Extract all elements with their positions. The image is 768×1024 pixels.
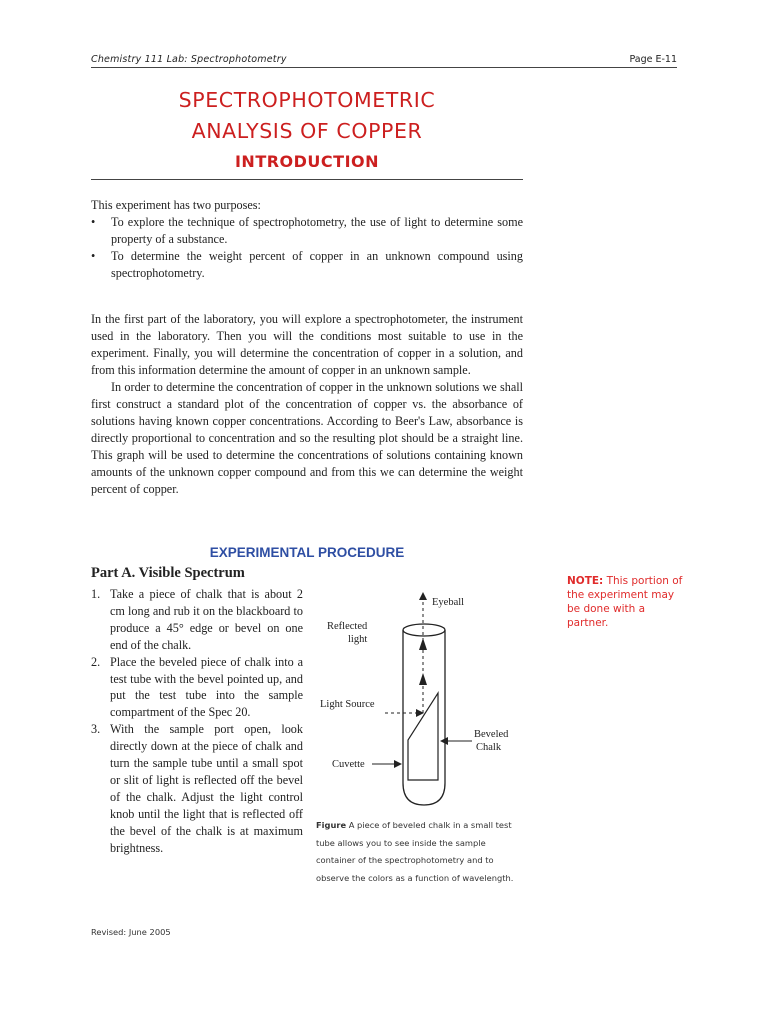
intro-purposes	[91, 197, 523, 282]
figure-caption	[316, 817, 526, 887]
section-heading-introduction: INTRODUCTION	[234, 152, 380, 171]
label-eyeball: Eyeball	[432, 597, 465, 608]
page-title-line2: ANALYSIS OF COPPER	[191, 119, 423, 143]
purpose-bullet: • To determine the weight percent of copper in an unknown compound using spectrophotometry.	[91, 248, 523, 282]
header-rule	[91, 67, 677, 68]
label-reflected: Reflected	[327, 621, 368, 632]
light-direction-arrow	[419, 673, 427, 685]
intro-paragraph-1: In the first part of the laboratory, you will explore a spectrophotometer, the instrument used in the laboratory. Then you will the conditions most suitable to use in the experiment. Finally, you will determine the concentration of copper in a solution, and from this information determine the amount of copper in an unknown sample.	[91, 312, 523, 377]
step-text: With the sample port open, look directly down at the piece of chalk and turn the sample tube until a small spot or slit of light is reflected off the bevel of the chalk. Adjust the light control knob until the light that is reflected off the bevel of the chalk is at maximum brightness.	[110, 722, 303, 855]
caption-label: Figure	[316, 820, 347, 830]
intro-body	[91, 311, 523, 498]
light-direction-arrow	[419, 638, 427, 650]
cuvette-figure	[300, 585, 540, 815]
page-number: Page E-11	[629, 54, 677, 65]
caption-text: A piece of beveled chalk in a small test tube allows you to see inside the sample container of the spectrophotometry and to observe the colors as a function of wavelength.	[316, 820, 514, 883]
procedure-step	[91, 586, 303, 654]
purpose-bullet: • To explore the technique of spectrophotometry, the use of light to determine some property of a substance.	[91, 214, 523, 248]
intro-rule	[91, 179, 523, 180]
step-number: 3.	[91, 722, 101, 737]
step-text: Place the beveled piece of chalk into a test tube with the bevel pointed up, and put the test tube into the sample compartment of the Spec 20.	[110, 654, 303, 720]
note-label: NOTE:	[567, 575, 604, 587]
label-chalk: Chalk	[476, 742, 502, 753]
procedure-step	[91, 721, 303, 856]
label-beveled: Beveled	[474, 729, 509, 740]
margin-note	[567, 574, 687, 630]
step-number: 1.	[91, 587, 101, 601]
intro-paragraph-2: In order to determine the concentration of copper in the unknown solutions we shall first construct a standard plot of the concentration of copper vs. the absorbance of solutions having known copper concentrations. According to Beer's Law, absorbance is directly proportional to concentration and so the resulting plot should be a straight line. This graph will be used to determine the concentrations of solutions containing known amounts of the unknown copper compound and from this we can determine the weight percent of copper.	[91, 380, 523, 496]
note-text: This portion of the experiment may be done with a partner.	[567, 575, 683, 629]
step-number: 2.	[91, 654, 101, 669]
intro-lead: This experiment has two purposes:	[91, 198, 261, 212]
label-light-source: Light Source	[320, 699, 375, 710]
step-text: Take a piece of chalk that is about 2 cm long and rub it on the blackboard to produce a 45° edge or bevel on one end of the chalk.	[110, 587, 303, 652]
label-light: light	[348, 634, 368, 645]
revision-footer: Revised: June 2005	[91, 927, 171, 937]
procedure-step	[91, 654, 303, 722]
procedure-steps	[91, 586, 303, 857]
experimental-procedure-heading: EXPERIMENTAL PROCEDURE	[209, 545, 405, 560]
running-header-title: Chemistry 111 Lab: Spectrophotometry	[91, 54, 287, 65]
page-title-line1: SPECTROPHOTOMETRIC	[178, 88, 436, 112]
label-cuvette: Cuvette	[332, 759, 365, 770]
part-a-heading: Part A. Visible Spectrum	[91, 565, 245, 581]
